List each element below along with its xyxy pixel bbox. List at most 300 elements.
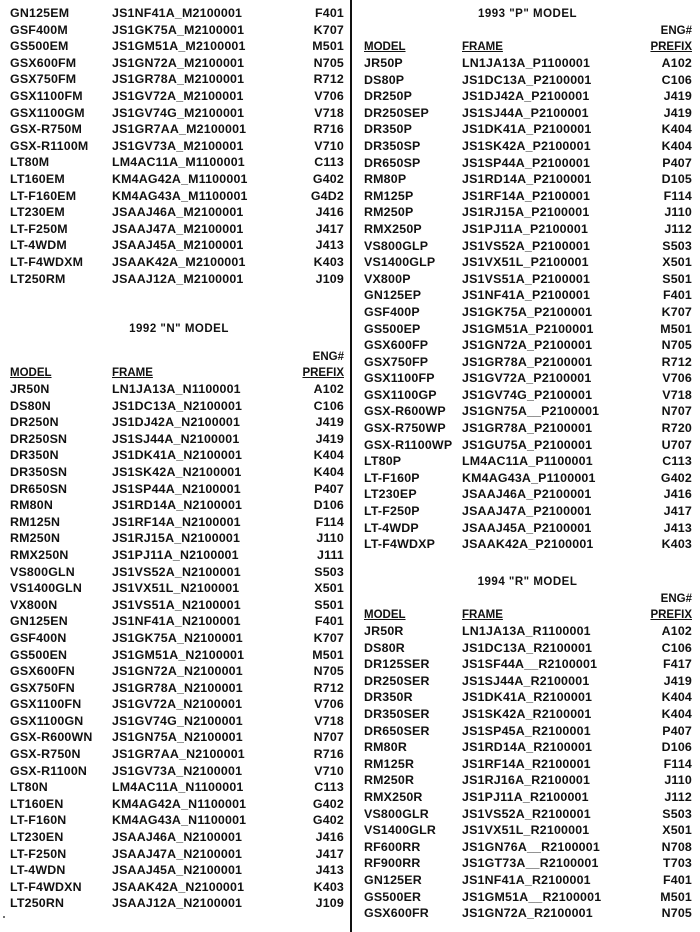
frame-cell: JSAAJ46A_P2100001 (462, 487, 592, 502)
model-cell: GSX1100FN (10, 697, 82, 712)
model-cell: DR650SP (364, 155, 421, 170)
prefix-cell: X501 (314, 581, 344, 596)
prefix-cell: X501 (662, 255, 692, 270)
table-row (355, 623, 700, 640)
section-1992-n (0, 320, 350, 912)
prefix-cell: R712 (313, 72, 344, 87)
frame-cell: JS1SJ44A_P2100001 (462, 105, 589, 120)
table-row (0, 121, 350, 138)
model-cell: GSX-R750M (10, 122, 83, 137)
model-cell: GSX-R600WP (364, 404, 446, 419)
prefix-cell: J419 (663, 105, 692, 120)
model-cell: GS500EP (364, 321, 421, 336)
prefix-cell: K403 (661, 537, 692, 552)
frame-cell: KM4AG42A_M1100001 (112, 171, 248, 186)
frame-cell: JS1RD14A_N2100001 (112, 498, 243, 513)
table-row (355, 221, 700, 238)
table-row (0, 729, 350, 746)
table-row (0, 663, 350, 680)
table-row (355, 706, 700, 723)
frame-cell: JS1DC13A_N2100001 (112, 398, 243, 413)
model-cell: DS80R (364, 640, 405, 655)
model-cell: GN125EN (10, 614, 68, 629)
prefix-cell: J416 (663, 487, 692, 502)
prefix-cell: V718 (314, 105, 344, 120)
frame-cell: JS1RJ15A_N2100001 (112, 531, 241, 546)
model-cell: JR50R (364, 624, 404, 638)
model-cell: DR350SN (10, 464, 68, 479)
frame-cell: JS1GV72A_N2100001 (112, 697, 243, 712)
table-row (355, 254, 700, 271)
frame-cell: JS1SF44A__R2100001 (462, 657, 598, 672)
model-cell: DR125SER (364, 657, 430, 672)
model-cell: DR250SER (364, 673, 430, 688)
table-1991-m-continued (0, 5, 350, 287)
prefix-cell: K404 (661, 706, 692, 721)
model-cell: GSX-R600WN (10, 730, 93, 745)
section-title: 1993 "P" MODEL (477, 8, 578, 20)
table-row (355, 656, 700, 673)
prefix-cell: K707 (661, 304, 692, 319)
model-cell: GSX-R1100WP (364, 437, 453, 452)
frame-cell: JS1DJ42A_P2100001 (462, 89, 590, 104)
eng-label-row (355, 591, 700, 607)
frame-cell: JS1SJ44A_R2100001 (462, 673, 590, 688)
frame-cell: LM4AC11A_N1100001 (112, 780, 244, 795)
model-cell: RM80N (10, 498, 53, 513)
prefix-cell: V718 (314, 713, 344, 728)
prefix-cell: G402 (312, 796, 344, 811)
frame-cell: JS1SK42A_N2100001 (112, 464, 242, 479)
prefix-cell: S501 (662, 271, 692, 286)
prefix-cell: R716 (313, 747, 344, 762)
prefix-cell: K403 (313, 879, 344, 894)
model-cell: RM250R (364, 773, 415, 788)
prefix-cell: V718 (662, 387, 692, 402)
rows (355, 55, 700, 553)
model-cell: GN125ER (364, 872, 422, 887)
model-cell: RM125R (364, 756, 415, 771)
prefix-cell: R712 (313, 680, 344, 695)
model-cell: JR50P (364, 56, 403, 70)
prefix-cell: N705 (661, 906, 692, 921)
table-row (355, 855, 700, 872)
model-cell: GSX750FN (10, 680, 75, 695)
frame-cell: JS1GT73A__R2100001 (462, 856, 599, 871)
frame-cell: JS1VX51L_R2100001 (462, 823, 590, 838)
model-cell: LT-F160EM (10, 188, 77, 203)
frame-cell: JS1RF14A_R2100001 (462, 756, 591, 771)
frame-cell: JS1GV73A_M2100001 (112, 138, 244, 153)
model-cell: GSX1100GM (10, 105, 85, 120)
model-cell: DR350SER (364, 706, 430, 721)
table-row (0, 862, 350, 879)
table-row (355, 354, 700, 371)
prefix-cell: K404 (661, 138, 692, 153)
scan-speck (3, 916, 5, 918)
prefix-cell: F401 (314, 614, 344, 629)
prefix-cell: K404 (313, 464, 344, 479)
table-row (0, 154, 350, 171)
prefix-cell: S503 (314, 564, 344, 579)
table-row (355, 536, 700, 553)
column-headers (355, 607, 700, 623)
table-row (0, 680, 350, 697)
table-row (0, 271, 350, 288)
frame-cell: JS1SK42A_R2100001 (462, 706, 592, 721)
frame-cell: JS1GK75A_N2100001 (112, 630, 243, 645)
table-row (0, 796, 350, 813)
table-row (0, 647, 350, 664)
model-cell: GS500EN (10, 647, 68, 662)
frame-cell: JS1GR78A_P2100001 (462, 354, 593, 369)
table-row (355, 271, 700, 288)
frame-cell: JS1GR78A_P2100001 (462, 421, 593, 436)
table-row (355, 520, 700, 537)
prefix-cell: G4D2 (310, 188, 344, 203)
model-cell: LT-F4WDXM (10, 254, 84, 269)
rows (355, 623, 700, 922)
model-cell: VX800P (364, 271, 411, 286)
column-headers (0, 365, 350, 381)
table-row (355, 72, 700, 89)
frame-cell: JSAAJ47A_M2100001 (112, 221, 244, 236)
prefix-cell: C106 (661, 640, 692, 655)
prefix-cell: S503 (662, 238, 692, 253)
prefix-cell: J417 (315, 221, 344, 236)
table-row (0, 879, 350, 896)
prefix-cell: J419 (315, 431, 344, 446)
table-row (355, 839, 700, 856)
frame-cell: LN1JA13A_P1100001 (462, 56, 591, 70)
frame-cell: LN1JA13A_R1100001 (462, 624, 591, 638)
frame-cell: JSAAJ47A_P2100001 (462, 504, 592, 519)
prefix-cell: N705 (313, 55, 344, 70)
frame-cell: JS1PJ11A_R2100001 (462, 789, 589, 804)
model-cell: RMX250R (364, 789, 423, 804)
table-row (355, 138, 700, 155)
table-row (355, 806, 700, 823)
header-prefix: PREFIX (650, 41, 692, 53)
frame-cell: JS1PJ11A_N2100001 (112, 547, 239, 562)
frame-cell: JS1GU75A_P2100001 (462, 437, 593, 452)
model-cell: GSF400P (364, 304, 420, 319)
table-row (355, 204, 700, 221)
model-cell: GN125EM (10, 6, 70, 20)
prefix-cell: J109 (315, 271, 344, 286)
model-cell: LT-F160N (10, 813, 67, 828)
frame-cell: JS1VX51L_N2100001 (112, 581, 240, 596)
frame-cell: KM4AG42A_N1100001 (112, 796, 247, 811)
frame-cell: JS1GV74G_P2100001 (462, 387, 593, 402)
prefix-cell: J417 (315, 846, 344, 861)
prefix-cell: V706 (314, 697, 344, 712)
table-row (0, 55, 350, 72)
table-row (355, 756, 700, 773)
header-model: MODEL (364, 609, 406, 621)
frame-cell: JS1DJ42A_N2100001 (112, 415, 241, 430)
model-cell: GSX1100GN (10, 713, 84, 728)
model-cell: DR650SER (364, 723, 430, 738)
model-cell: RM250N (10, 531, 61, 546)
frame-cell: LM4AC11A_P1100001 (462, 454, 593, 469)
table-row (0, 254, 350, 271)
prefix-cell: C106 (313, 398, 344, 413)
header-prefix: PREFIX (302, 367, 344, 379)
eng-label: ENG# (312, 351, 344, 363)
prefix-cell: J419 (663, 673, 692, 688)
model-cell: DR250SN (10, 431, 68, 446)
model-cell: RF900RR (364, 856, 421, 871)
table-row (0, 812, 350, 829)
frame-cell: JS1GV72A_M2100001 (112, 88, 244, 103)
table-row (355, 822, 700, 839)
frame-cell: JS1GV74G_M2100001 (112, 105, 245, 120)
model-cell: GN125EP (364, 288, 422, 303)
prefix-cell: J110 (664, 205, 692, 220)
frame-cell: JS1NF41A_N2100001 (112, 614, 241, 629)
model-cell: GSX600FR (364, 906, 429, 921)
table-row (355, 238, 700, 255)
prefix-cell: J111 (317, 547, 344, 562)
table-row (0, 381, 350, 398)
frame-cell: JSAAJ45A_P2100001 (462, 520, 592, 535)
section-title: 1992 "N" MODEL (129, 323, 229, 335)
frame-cell: JS1VS51A_P2100001 (462, 271, 591, 286)
model-cell: RM125N (10, 514, 61, 529)
model-cell: DR350N (10, 448, 59, 463)
prefix-cell: J416 (315, 830, 344, 845)
frame-cell: JS1GV72A_P2100001 (462, 371, 592, 386)
model-cell: LT230EM (10, 205, 65, 220)
model-cell: GSX1100FP (364, 371, 435, 386)
header-frame: FRAME (462, 41, 503, 53)
model-cell: VS1400GLN (10, 581, 83, 596)
frame-cell: JS1SP44A_N2100001 (112, 481, 241, 496)
prefix-cell: P407 (662, 155, 692, 170)
prefix-cell: N705 (313, 664, 344, 679)
model-cell: GSX-R1100M (10, 138, 89, 153)
prefix-cell: P407 (314, 481, 344, 496)
model-cell: GS500EM (10, 39, 69, 54)
frame-cell: JS1RD14A_P2100001 (462, 172, 592, 187)
model-cell: VS800GLN (10, 564, 75, 579)
table-row (0, 447, 350, 464)
prefix-cell: R712 (661, 354, 692, 369)
model-cell: LT-4WDM (10, 238, 67, 253)
section-1993-p (355, 5, 700, 553)
prefix-cell: C106 (661, 72, 692, 87)
model-cell: LT-F4WDXP (364, 537, 436, 552)
frame-cell: JSAAJ45A_M2100001 (112, 238, 244, 253)
prefix-cell: T703 (662, 856, 692, 871)
prefix-cell: J413 (315, 863, 344, 878)
frame-cell: JS1GN76A__R2100001 (462, 839, 600, 854)
prefix-cell: J416 (315, 205, 344, 220)
prefix-cell: J109 (315, 896, 344, 911)
prefix-cell: A102 (661, 624, 692, 638)
frame-cell: JS1GR78A_M2100001 (112, 72, 245, 87)
frame-cell: JS1GN72A_R2100001 (462, 906, 593, 921)
prefix-cell: N708 (661, 839, 692, 854)
frame-cell: JS1GK75A_P2100001 (462, 304, 593, 319)
model-cell: GSX-R750WP (364, 421, 446, 436)
prefix-cell: G402 (660, 470, 692, 485)
prefix-cell: J110 (316, 531, 344, 546)
table-row (355, 640, 700, 657)
table-row (0, 696, 350, 713)
frame-cell: JS1GM51A_P2100001 (462, 321, 594, 336)
prefix-cell: C113 (662, 454, 692, 469)
table-row (0, 221, 350, 238)
eng-label-row (355, 23, 700, 39)
model-cell: DR250P (364, 89, 413, 104)
table-row (355, 321, 700, 338)
model-cell: DR250N (10, 415, 59, 430)
column-divider (350, 0, 352, 932)
model-cell: LT160EN (10, 796, 64, 811)
model-cell: LT80M (10, 155, 50, 170)
table-row (0, 613, 350, 630)
frame-cell: KM4AG43A_M1100001 (112, 188, 248, 203)
model-cell: DR350P (364, 122, 413, 137)
frame-cell: JS1DK41A_R2100001 (462, 690, 593, 705)
table-row (0, 547, 350, 564)
prefix-cell: S501 (314, 597, 344, 612)
table-row (0, 71, 350, 88)
prefix-cell: J413 (315, 238, 344, 253)
frame-cell: JSAAJ47A_N2100001 (112, 846, 243, 861)
model-cell: VS1400GLP (364, 255, 436, 270)
frame-cell: JS1PJ11A_P2100001 (462, 221, 589, 236)
prefix-cell: S503 (662, 806, 692, 821)
table-row (0, 895, 350, 912)
frame-cell: KM4AG43A_P1100001 (462, 470, 596, 485)
table-row (0, 597, 350, 614)
table-row (0, 481, 350, 498)
prefix-cell: V706 (662, 371, 692, 386)
table-row (0, 564, 350, 581)
table-row (0, 497, 350, 514)
frame-cell: JSAAJ46A_M2100001 (112, 205, 244, 220)
frame-cell: JS1SP44A_P2100001 (462, 155, 591, 170)
frame-cell: JS1VS52A_N2100001 (112, 564, 241, 579)
model-cell: GSX-R750N (10, 747, 81, 762)
model-cell: LT-F4WDXN (10, 879, 82, 894)
frame-cell: JS1DC13A_P2100001 (462, 72, 592, 87)
table-row (0, 22, 350, 39)
table-row (0, 431, 350, 448)
section-1994-r (355, 573, 700, 922)
model-cell: GSF400M (10, 22, 68, 37)
prefix-cell: K403 (313, 254, 344, 269)
table-row (355, 889, 700, 906)
table-row (355, 689, 700, 706)
model-cell: GSX1100FM (10, 88, 83, 103)
prefix-cell: D106 (661, 740, 692, 755)
prefix-cell: J417 (663, 504, 692, 519)
frame-cell: JS1DK41A_N2100001 (112, 448, 243, 463)
model-cell: RM80R (364, 740, 407, 755)
table-row (355, 188, 700, 205)
model-cell: LT230EP (364, 487, 417, 502)
frame-cell: JS1GV73A_N2100001 (112, 763, 243, 778)
table-row (355, 121, 700, 138)
table-row (355, 872, 700, 889)
model-cell: LT-F250M (10, 221, 68, 236)
table-row (0, 138, 350, 155)
table-row (0, 779, 350, 796)
frame-cell: JS1VS51A_N2100001 (112, 597, 241, 612)
table-row (0, 630, 350, 647)
prefix-cell: N707 (661, 404, 692, 419)
model-cell: DS80N (10, 398, 51, 413)
model-cell: RM80P (364, 172, 407, 187)
table-row (0, 88, 350, 105)
frame-cell: JS1GN75A__P2100001 (462, 404, 600, 419)
model-cell: VS800GLR (364, 806, 429, 821)
prefix-cell: A102 (313, 382, 344, 396)
prefix-cell: D106 (313, 498, 344, 513)
model-cell: LT160EM (10, 171, 65, 186)
frame-cell: JS1SJ44A_N2100001 (112, 431, 240, 446)
prefix-cell: F114 (315, 514, 344, 529)
frame-cell: JS1GN72A_P2100001 (462, 338, 593, 353)
prefix-cell: J413 (663, 520, 692, 535)
table-row (355, 673, 700, 690)
prefix-cell: K707 (313, 630, 344, 645)
table-row (355, 470, 700, 487)
prefix-cell: K404 (313, 448, 344, 463)
prefix-cell: J112 (664, 221, 692, 236)
table-row (0, 514, 350, 531)
model-cell: VX800N (10, 597, 58, 612)
model-cell: GSX600FP (364, 338, 429, 353)
table-row (355, 905, 700, 922)
model-cell: DR350SP (364, 138, 421, 153)
frame-cell: LN1JA13A_N1100001 (112, 382, 241, 396)
table-row (0, 414, 350, 431)
prefix-cell: M501 (660, 321, 692, 336)
table-row (355, 403, 700, 420)
header-frame: FRAME (462, 609, 503, 621)
frame-cell: JSAAJ12A_N2100001 (112, 896, 243, 911)
frame-cell: JSAAK42A_N2100001 (112, 879, 245, 894)
table-row (0, 763, 350, 780)
model-cell: LT-4WDP (364, 520, 419, 535)
frame-cell: JS1GM51A__R2100001 (462, 889, 602, 904)
table-row (355, 486, 700, 503)
prefix-cell: N707 (313, 730, 344, 745)
model-cell: GSX750FP (364, 354, 429, 369)
table-row (0, 580, 350, 597)
table-row (355, 55, 700, 72)
eng-label: ENG# (660, 25, 692, 37)
table-row (0, 188, 350, 205)
frame-cell: JS1RJ15A_P2100001 (462, 205, 590, 220)
model-cell: RMX250P (364, 221, 422, 236)
model-cell: RF600RR (364, 839, 421, 854)
prefix-cell: K404 (661, 122, 692, 137)
table-row (355, 337, 700, 354)
rows (0, 381, 350, 912)
prefix-cell: R716 (313, 122, 344, 137)
model-cell: GSX750FM (10, 72, 77, 87)
model-cell: LT250RM (10, 271, 66, 286)
prefix-cell: P407 (662, 723, 692, 738)
prefix-cell: C113 (314, 780, 344, 795)
header-prefix: PREFIX (650, 609, 692, 621)
